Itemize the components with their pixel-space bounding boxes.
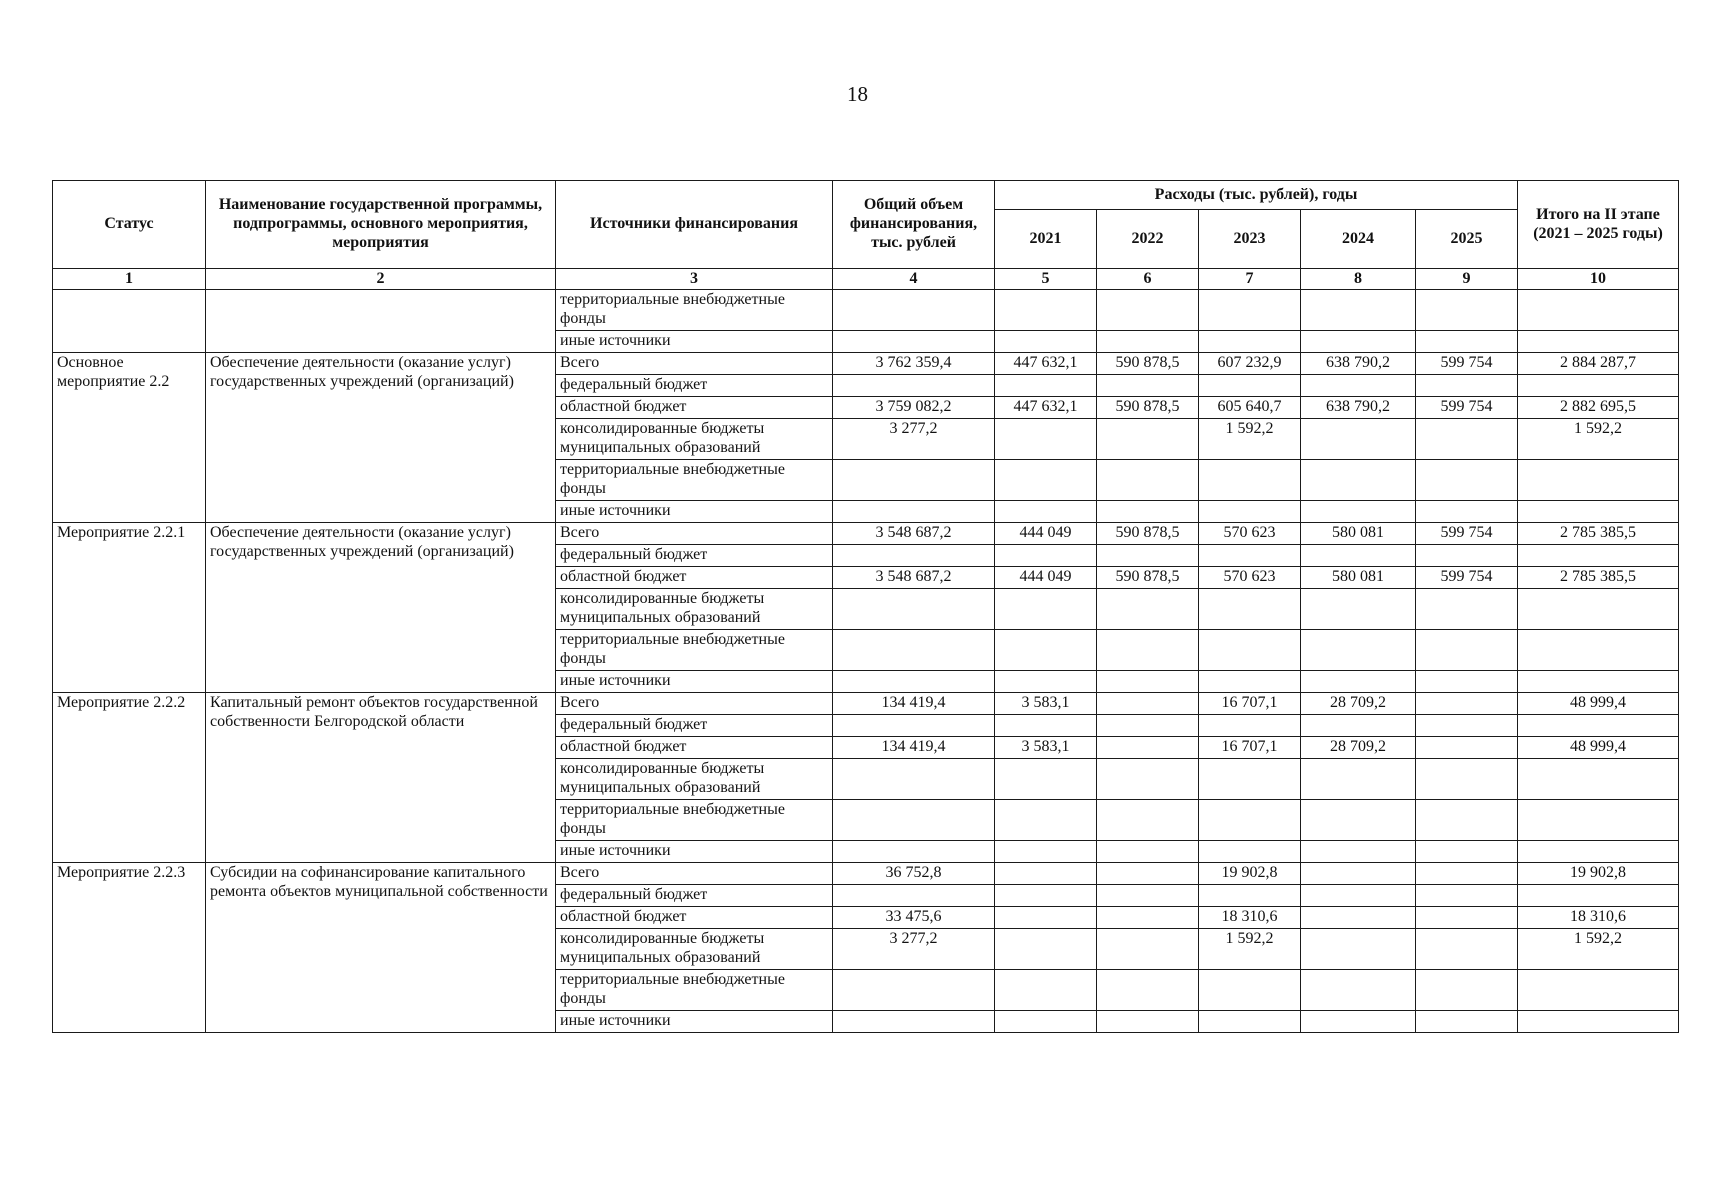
value-cell (995, 589, 1097, 630)
value-cell (995, 863, 1097, 885)
column-number: 8 (1301, 269, 1416, 290)
value-cell (1416, 589, 1518, 630)
value-cell (833, 545, 995, 567)
value-cell (1301, 630, 1416, 671)
value-cell (1301, 929, 1416, 970)
value-cell: 48 999,4 (1518, 737, 1679, 759)
value-cell (1199, 290, 1301, 331)
value-cell (1416, 715, 1518, 737)
value-cell (1518, 1011, 1679, 1033)
source-cell: областной бюджет (556, 907, 833, 929)
value-cell (995, 460, 1097, 501)
value-cell (1097, 501, 1199, 523)
value-cell (1518, 331, 1679, 353)
header-itogo: Итого на II этапе (2021 – 2025 годы) (1518, 181, 1679, 269)
value-cell (833, 501, 995, 523)
source-cell: консолидированные бюджеты муниципальных образований (556, 759, 833, 800)
value-cell: 447 632,1 (995, 353, 1097, 375)
value-cell (995, 970, 1097, 1011)
table-row (53, 863, 1679, 885)
value-cell (1097, 970, 1199, 1011)
column-number: 6 (1097, 269, 1199, 290)
value-cell (1097, 331, 1199, 353)
value-cell (1301, 759, 1416, 800)
value-cell (1301, 1011, 1416, 1033)
value-cell (833, 375, 995, 397)
value-cell: 599 754 (1416, 567, 1518, 589)
header-status: Статус (53, 181, 206, 269)
value-cell (1301, 863, 1416, 885)
value-cell (1097, 885, 1199, 907)
source-cell: областной бюджет (556, 737, 833, 759)
status-cell: Основное мероприятие 2.2 (53, 353, 206, 523)
value-cell (995, 545, 1097, 567)
value-cell (995, 800, 1097, 841)
source-cell: иные источники (556, 1011, 833, 1033)
value-cell (1199, 671, 1301, 693)
value-cell (1097, 630, 1199, 671)
value-cell (1416, 630, 1518, 671)
value-cell (1199, 970, 1301, 1011)
value-cell: 607 232,9 (1199, 353, 1301, 375)
value-cell (1301, 800, 1416, 841)
value-cell: 48 999,4 (1518, 693, 1679, 715)
value-cell (1097, 693, 1199, 715)
value-cell (1301, 970, 1416, 1011)
value-cell (995, 759, 1097, 800)
source-cell: областной бюджет (556, 397, 833, 419)
source-cell: Всего (556, 353, 833, 375)
source-cell: территориальные внебюджетные фонды (556, 800, 833, 841)
value-cell (1518, 841, 1679, 863)
value-cell: 33 475,6 (833, 907, 995, 929)
value-cell (1097, 863, 1199, 885)
value-cell: 3 762 359,4 (833, 353, 995, 375)
value-cell (1416, 501, 1518, 523)
value-cell: 18 310,6 (1199, 907, 1301, 929)
source-cell: территориальные внебюджетные фонды (556, 970, 833, 1011)
value-cell: 28 709,2 (1301, 693, 1416, 715)
value-cell (995, 290, 1097, 331)
value-cell (1097, 929, 1199, 970)
value-cell: 570 623 (1199, 567, 1301, 589)
header-year: 2021 (995, 210, 1097, 269)
value-cell (1518, 545, 1679, 567)
value-cell: 444 049 (995, 567, 1097, 589)
value-cell (1097, 290, 1199, 331)
value-cell: 19 902,8 (1199, 863, 1301, 885)
source-cell: Всего (556, 693, 833, 715)
table-row (53, 353, 1679, 375)
header-sources: Источники финансирования (556, 181, 833, 269)
value-cell (1301, 460, 1416, 501)
value-cell: 599 754 (1416, 353, 1518, 375)
value-cell (1301, 841, 1416, 863)
source-cell: иные источники (556, 501, 833, 523)
value-cell (1097, 715, 1199, 737)
value-cell (1518, 715, 1679, 737)
value-cell (1199, 1011, 1301, 1033)
value-cell (1301, 671, 1416, 693)
value-cell: 2 884 287,7 (1518, 353, 1679, 375)
column-number: 3 (556, 269, 833, 290)
status-cell: Мероприятие 2.2.2 (53, 693, 206, 863)
value-cell (995, 841, 1097, 863)
value-cell (995, 630, 1097, 671)
table-body (53, 290, 1679, 1033)
status-cell: Мероприятие 2.2.1 (53, 523, 206, 693)
value-cell (1301, 589, 1416, 630)
column-number: 1 (53, 269, 206, 290)
value-cell: 3 277,2 (833, 419, 995, 460)
value-cell (1518, 759, 1679, 800)
value-cell: 16 707,1 (1199, 737, 1301, 759)
value-cell (1416, 841, 1518, 863)
column-number: 4 (833, 269, 995, 290)
value-cell (995, 501, 1097, 523)
value-cell (1097, 589, 1199, 630)
value-cell (1416, 290, 1518, 331)
value-cell (1416, 331, 1518, 353)
value-cell: 36 752,8 (833, 863, 995, 885)
page-number: 18 (847, 82, 868, 106)
value-cell: 447 632,1 (995, 397, 1097, 419)
column-number: 10 (1518, 269, 1679, 290)
value-cell (1199, 759, 1301, 800)
source-cell: консолидированные бюджеты муниципальных образований (556, 929, 833, 970)
value-cell (1097, 375, 1199, 397)
value-cell (1301, 290, 1416, 331)
value-cell (833, 715, 995, 737)
name-cell: Обеспечение деятельности (оказание услуг) государственных учреждений (организаций) (206, 523, 556, 693)
value-cell (833, 290, 995, 331)
value-cell: 2 785 385,5 (1518, 523, 1679, 545)
value-cell (1416, 737, 1518, 759)
source-cell: территориальные внебюджетные фонды (556, 290, 833, 331)
source-cell: иные источники (556, 671, 833, 693)
value-cell (1416, 800, 1518, 841)
value-cell: 2 785 385,5 (1518, 567, 1679, 589)
value-cell (1416, 419, 1518, 460)
value-cell (1199, 630, 1301, 671)
header-year: 2023 (1199, 210, 1301, 269)
value-cell: 3 277,2 (833, 929, 995, 970)
value-cell (1518, 885, 1679, 907)
value-cell: 3 583,1 (995, 693, 1097, 715)
value-cell: 18 310,6 (1518, 907, 1679, 929)
table-row (53, 693, 1679, 715)
value-cell (1301, 545, 1416, 567)
source-cell: федеральный бюджет (556, 545, 833, 567)
column-number: 5 (995, 269, 1097, 290)
value-cell (1097, 419, 1199, 460)
value-cell (1301, 331, 1416, 353)
value-cell (1416, 460, 1518, 501)
value-cell (833, 1011, 995, 1033)
header-expenses-group: Расходы (тыс. рублей), годы (995, 181, 1518, 210)
value-cell (1097, 545, 1199, 567)
value-cell (1416, 759, 1518, 800)
value-cell (1199, 715, 1301, 737)
value-cell (1416, 885, 1518, 907)
value-cell (1416, 545, 1518, 567)
value-cell (1416, 671, 1518, 693)
value-cell (995, 885, 1097, 907)
value-cell (1518, 501, 1679, 523)
value-cell (1301, 375, 1416, 397)
value-cell (1199, 841, 1301, 863)
source-cell: территориальные внебюджетные фонды (556, 460, 833, 501)
value-cell (833, 630, 995, 671)
value-cell (1097, 671, 1199, 693)
value-cell (833, 800, 995, 841)
value-cell (995, 715, 1097, 737)
value-cell (1199, 375, 1301, 397)
value-cell: 28 709,2 (1301, 737, 1416, 759)
value-cell (1097, 800, 1199, 841)
value-cell (1199, 545, 1301, 567)
value-cell: 1 592,2 (1199, 929, 1301, 970)
value-cell: 1 592,2 (1518, 929, 1679, 970)
value-cell (1416, 1011, 1518, 1033)
value-cell (1518, 375, 1679, 397)
value-cell (1416, 907, 1518, 929)
table-row (53, 290, 1679, 331)
value-cell (1518, 800, 1679, 841)
value-cell (1518, 589, 1679, 630)
value-cell (1199, 885, 1301, 907)
value-cell (995, 419, 1097, 460)
value-cell (1416, 693, 1518, 715)
value-cell: 590 878,5 (1097, 567, 1199, 589)
value-cell (995, 671, 1097, 693)
value-cell (995, 1011, 1097, 1033)
value-cell (833, 331, 995, 353)
value-cell (1301, 885, 1416, 907)
value-cell: 1 592,2 (1518, 419, 1679, 460)
value-cell: 2 882 695,5 (1518, 397, 1679, 419)
value-cell: 134 419,4 (833, 737, 995, 759)
value-cell (1301, 907, 1416, 929)
value-cell: 134 419,4 (833, 693, 995, 715)
status-cell: Мероприятие 2.2.3 (53, 863, 206, 1033)
value-cell (1199, 800, 1301, 841)
source-cell: иные источники (556, 841, 833, 863)
source-cell: Всего (556, 523, 833, 545)
name-cell: Обеспечение деятельности (оказание услуг) государственных учреждений (организаций) (206, 353, 556, 523)
header-year: 2024 (1301, 210, 1416, 269)
source-cell: областной бюджет (556, 567, 833, 589)
value-cell: 590 878,5 (1097, 523, 1199, 545)
value-cell (1518, 460, 1679, 501)
source-cell: федеральный бюджет (556, 715, 833, 737)
header-year: 2022 (1097, 210, 1199, 269)
value-cell (1518, 630, 1679, 671)
value-cell (1518, 290, 1679, 331)
source-cell: консолидированные бюджеты муниципальных образований (556, 419, 833, 460)
value-cell (1301, 501, 1416, 523)
value-cell: 3 548 687,2 (833, 567, 995, 589)
value-cell (1518, 970, 1679, 1011)
value-cell (1416, 929, 1518, 970)
status-cell (53, 290, 206, 353)
value-cell: 19 902,8 (1518, 863, 1679, 885)
source-cell: консолидированные бюджеты муниципальных образований (556, 589, 833, 630)
value-cell (1199, 460, 1301, 501)
value-cell: 580 081 (1301, 567, 1416, 589)
value-cell (833, 671, 995, 693)
source-cell: федеральный бюджет (556, 885, 833, 907)
value-cell (995, 331, 1097, 353)
value-cell (1097, 1011, 1199, 1033)
value-cell: 580 081 (1301, 523, 1416, 545)
value-cell (833, 885, 995, 907)
column-number: 2 (206, 269, 556, 290)
header-name: Наименование государственной программы, подпрограммы, основного мероприятия, мероприятия (206, 181, 556, 269)
value-cell: 638 790,2 (1301, 353, 1416, 375)
value-cell (833, 970, 995, 1011)
name-cell (206, 290, 556, 353)
value-cell (1301, 419, 1416, 460)
value-cell (833, 759, 995, 800)
value-cell (1097, 737, 1199, 759)
value-cell (995, 929, 1097, 970)
value-cell: 599 754 (1416, 523, 1518, 545)
value-cell: 3 548 687,2 (833, 523, 995, 545)
financing-table (52, 180, 1679, 1033)
value-cell (1199, 501, 1301, 523)
source-cell: Всего (556, 863, 833, 885)
column-number: 7 (1199, 269, 1301, 290)
value-cell: 1 592,2 (1199, 419, 1301, 460)
value-cell (995, 375, 1097, 397)
value-cell (1097, 460, 1199, 501)
table-row (53, 523, 1679, 545)
value-cell (833, 589, 995, 630)
value-cell (833, 841, 995, 863)
value-cell (995, 907, 1097, 929)
value-cell (1416, 375, 1518, 397)
value-cell: 599 754 (1416, 397, 1518, 419)
value-cell (1416, 970, 1518, 1011)
value-cell (1199, 589, 1301, 630)
value-cell: 3 583,1 (995, 737, 1097, 759)
source-cell: федеральный бюджет (556, 375, 833, 397)
value-cell: 590 878,5 (1097, 397, 1199, 419)
value-cell: 16 707,1 (1199, 693, 1301, 715)
value-cell (1199, 331, 1301, 353)
header-total: Общий объем финансирования, тыс. рублей (833, 181, 995, 269)
name-cell: Капитальный ремонт объектов государственной собственности Белгородской области (206, 693, 556, 863)
source-cell: территориальные внебюджетные фонды (556, 630, 833, 671)
value-cell (1097, 759, 1199, 800)
value-cell: 638 790,2 (1301, 397, 1416, 419)
value-cell (1301, 715, 1416, 737)
name-cell: Субсидии на софинансирование капитального ремонта объектов муниципальной собственности (206, 863, 556, 1033)
value-cell (1097, 841, 1199, 863)
value-cell: 590 878,5 (1097, 353, 1199, 375)
value-cell: 444 049 (995, 523, 1097, 545)
value-cell (833, 460, 995, 501)
value-cell: 570 623 (1199, 523, 1301, 545)
value-cell (1416, 863, 1518, 885)
value-cell: 3 759 082,2 (833, 397, 995, 419)
value-cell: 605 640,7 (1199, 397, 1301, 419)
source-cell: иные источники (556, 331, 833, 353)
value-cell (1097, 907, 1199, 929)
column-number: 9 (1416, 269, 1518, 290)
value-cell (1518, 671, 1679, 693)
header-year: 2025 (1416, 210, 1518, 269)
